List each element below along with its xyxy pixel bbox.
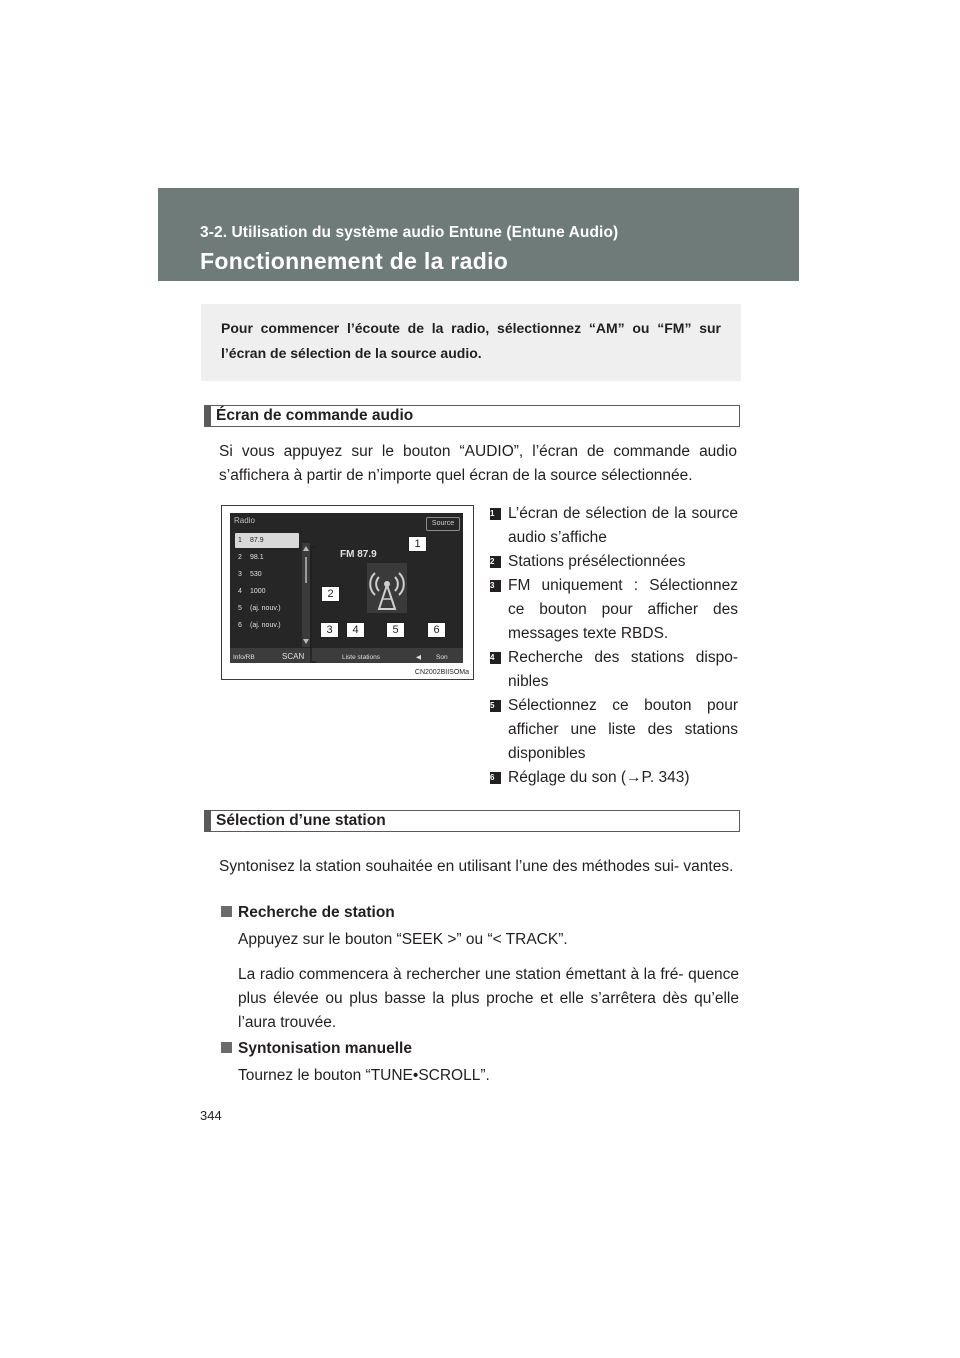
figure-legend <box>490 502 738 790</box>
legend-text: FM uniquement : Sélectionnez ce bouton pour afficher des messages texte RBDS. <box>508 577 738 642</box>
source-button[interactable]: Source <box>426 517 460 531</box>
preset-label: 87.9 <box>250 537 264 544</box>
speaker-icon: ◀ <box>416 654 421 661</box>
callout-3: 3 <box>320 622 339 638</box>
preset-number: 5 <box>238 605 242 612</box>
legend-number: 6 <box>490 772 501 784</box>
callout-6: 6 <box>427 622 446 638</box>
bullet-text: Tournez le bouton “TUNE•SCROLL”. <box>238 1067 490 1084</box>
preset-number: 3 <box>238 571 242 578</box>
bullet-heading-text: Recherche de station <box>238 904 395 921</box>
legend-number: 4 <box>490 652 501 664</box>
preset-label: (aj. nouv.) <box>250 622 281 629</box>
legend-text: Stations présélectionnées <box>508 553 686 570</box>
bullet-square-icon <box>221 906 232 917</box>
subheading-label: Sélection d’une station <box>216 812 386 829</box>
legend-item <box>490 550 738 574</box>
bullet-square-icon <box>221 1042 232 1053</box>
preset-label: (aj. nouv.) <box>250 605 281 612</box>
audio-screen-paragraph: Si vous appuyez sur le bouton “AUDIO”, l’écran de commande audio s’affichera à partir de n’importe quel écran de la source sélectionnée. <box>219 443 737 484</box>
preset-label: 1000 <box>250 588 266 595</box>
legend-item <box>490 694 738 766</box>
page-number: 344 <box>200 1108 222 1123</box>
station-list-button[interactable]: Liste stations <box>342 654 380 661</box>
bullet-heading <box>221 904 739 922</box>
bullet-manual-tune <box>221 1040 739 1088</box>
legend-text: Sélectionnez ce bouton pour afficher une liste des stations disponibles <box>508 697 738 762</box>
subheading-station-selection <box>204 810 740 832</box>
section-reference: 3-2. Utilisation du système audio Entune (Entune Audio) <box>200 224 619 241</box>
callout-1: 1 <box>408 536 427 552</box>
scan-button[interactable]: SCAN <box>282 652 305 661</box>
legend-item <box>490 502 738 550</box>
sound-button[interactable]: Son <box>436 654 448 661</box>
legend-number: 3 <box>490 580 501 592</box>
preset-number: 4 <box>238 588 242 595</box>
callout-2: 2 <box>321 586 340 602</box>
subheading-label: Écran de commande audio <box>216 407 414 424</box>
preset-number: 1 <box>238 537 242 544</box>
bullet-heading <box>221 1040 739 1058</box>
bullet-text: La radio commencera à rechercher une station émettant à la fré- quence plus élevée ou plus basse la plus proche et elle s’arrêtera dès qu’elle l’aura trouvée. <box>238 966 739 1031</box>
preset-number: 6 <box>238 622 242 629</box>
legend-number: 2 <box>490 556 501 568</box>
legend-text: L’écran de sélection de la source audio s’affiche <box>508 505 738 546</box>
audio-screen-figure <box>221 505 474 680</box>
legend-item <box>490 574 738 646</box>
legend-text: Recherche des stations dispo- nibles <box>508 649 738 690</box>
screen-title: Radio <box>234 516 255 525</box>
bullet-seek <box>221 904 739 1035</box>
preset-number: 2 <box>238 554 242 561</box>
bullet-heading-text: Syntonisation manuelle <box>238 1040 412 1057</box>
legend-item <box>490 646 738 694</box>
preset-label: 530 <box>250 571 262 578</box>
page-title: Fonctionnement de la radio <box>200 248 509 274</box>
legend-text: Réglage du son (→P. 343) <box>508 769 690 786</box>
info-button[interactable]: Info/RB <box>233 654 255 661</box>
preset-label: 98.1 <box>250 554 264 561</box>
intro-text: Pour commencer l’écoute de la radio, sélectionnez “AM” ou “FM” sur l’écran de sélection de la source audio. <box>221 320 721 361</box>
legend-item <box>490 766 738 790</box>
callout-4: 4 <box>346 622 365 638</box>
figure-code: CN2002BIISOMa <box>414 669 469 676</box>
bullet-text: Appuyez sur le bouton “SEEK >” ou “< TRACK”. <box>238 931 568 948</box>
current-station: FM 87.9 <box>340 549 377 560</box>
callout-5: 5 <box>386 622 405 638</box>
legend-number: 1 <box>490 508 501 520</box>
subheading-audio-screen <box>204 405 740 427</box>
callout-lines <box>222 506 475 681</box>
legend-number: 5 <box>490 700 501 712</box>
station-selection-paragraph: Syntonisez la station souhaitée en utilisant l’une des méthodes sui- vantes. <box>219 858 734 875</box>
